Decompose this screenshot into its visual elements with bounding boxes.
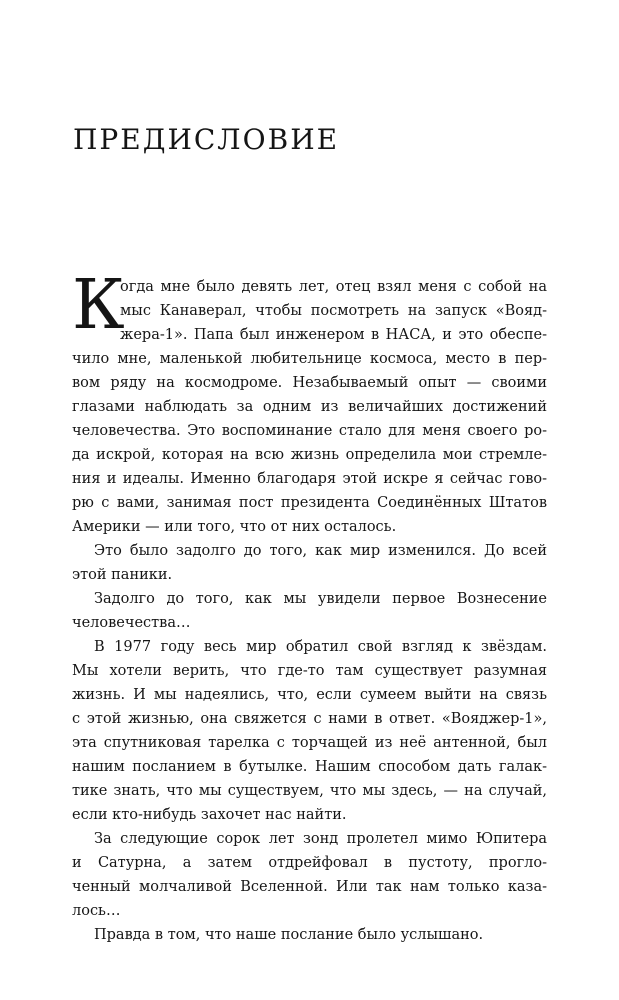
chapter-body [72, 266, 547, 947]
text-line: чило мне, маленькой любительнице космоса, место в пер- [72, 351, 547, 367]
text-line: с этой жизнью, она свяжется с нами в ответ. «Вояджер-1», [72, 711, 547, 727]
text-line: В 1977 году весь мир обратил свой взгляд к звёздам. [94, 639, 547, 655]
paragraph [72, 827, 547, 923]
paragraph [72, 275, 547, 539]
text-line: этой паники. [72, 567, 173, 583]
text-line: тике знать, что мы существуем, что мы здесь, — на случай, [72, 783, 547, 799]
text-line: Задолго до того, как мы увидели первое Вознесение [94, 591, 547, 607]
text-line: эта спутниковая тарелка с торчащей из неё антенной, был [72, 735, 547, 751]
paragraph [72, 539, 547, 587]
text-line: вом ряду на космодроме. Незабываемый опыт — своими [72, 375, 547, 391]
text-line: Это было задолго до того, как мир изменился. До всей [94, 543, 547, 559]
text-line: если кто-нибудь захочет нас найти. [72, 807, 347, 823]
text-line: ченный молчаливой Вселенной. Или так нам только каза- [72, 879, 547, 895]
text-line: Мы хотели верить, что где-то там существует разумная [72, 663, 547, 679]
text-line: нашим посланием в бутылке. Нашим способом дать галак- [72, 759, 547, 775]
text-line: Америки — или того, что от них осталось. [72, 519, 397, 535]
text-line: лось… [72, 903, 121, 919]
paragraph [72, 587, 547, 635]
paragraph [72, 635, 547, 827]
text-line: глазами наблюдать за одним из величайших достижений [72, 399, 547, 415]
text-line: рю с вами, занимая пост президента Соединённых Штатов [72, 495, 547, 511]
text-line: Правда в том, что наше послание было услышано. [94, 927, 484, 943]
chapter-title: ПРЕДИСЛОВИЕ [73, 123, 340, 156]
text-line: и Сатурна, а затем отдрейфовал в пустоту, прогло- [72, 855, 547, 871]
drop-cap: К [72, 266, 125, 345]
text-line: жизнь. И мы надеялись, что, если сумеем выйти на связь [72, 687, 547, 703]
text-line: да искрой, которая на всю жизнь определила мои стремле- [72, 447, 547, 463]
text-line: огда мне было девять лет, отец взял меня с собой на [120, 279, 547, 295]
text-line: жера-1». Папа был инженером в НАСА, и это обеспе- [120, 327, 547, 343]
text-line: мыс Канаверал, чтобы посмотреть на запуск «Вояд- [120, 303, 547, 319]
text-line: человечества… [72, 615, 191, 631]
text-line: человечества. Это воспоминание стало для меня своего ро- [72, 423, 547, 439]
paragraph [72, 923, 547, 947]
text-line: За следующие сорок лет зонд пролетел мимо Юпитера [94, 831, 547, 847]
text-line: ния и идеалы. Именно благодаря этой искре я сейчас гово- [72, 471, 547, 487]
